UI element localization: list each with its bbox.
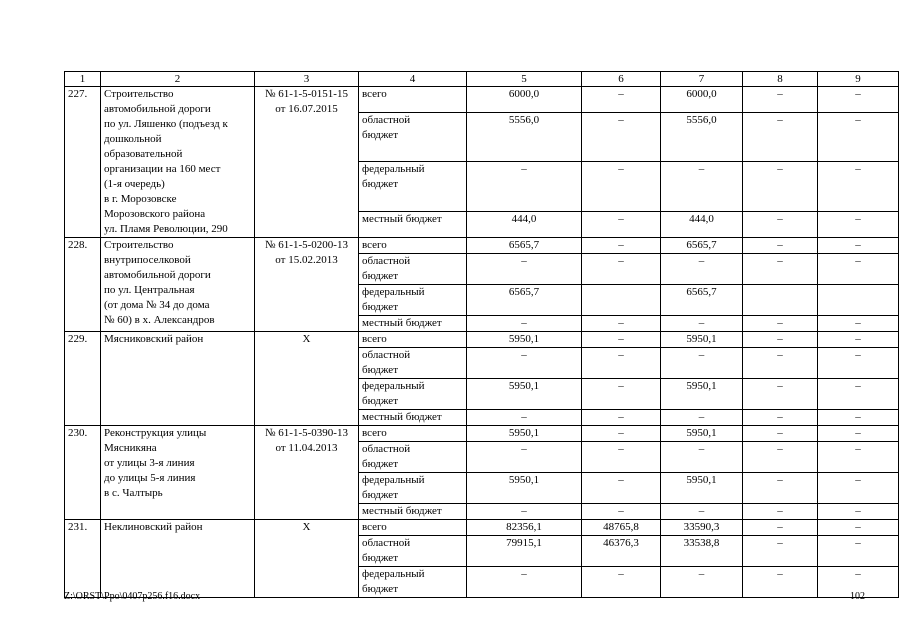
text-line: федеральный (362, 474, 425, 486)
funding-source (359, 520, 467, 536)
text-line: № 60) в х. Александров (104, 314, 215, 326)
text-line: организации на 160 мест (104, 163, 221, 175)
value-cell: – (818, 112, 899, 162)
value-cell: – (582, 348, 661, 379)
value-cell: – (582, 254, 661, 285)
text-line: от 11.04.2013 (275, 442, 338, 454)
value-cell: – (582, 426, 661, 442)
value-cell: 5950,1 (661, 426, 743, 442)
footer-page-number: 102 (850, 591, 865, 602)
value-cell: – (743, 520, 818, 536)
column-header: 5 (467, 72, 582, 87)
text-line: внутрипоселковой (104, 254, 191, 266)
value-cell: – (818, 520, 899, 536)
text-line: в с. Чалтырь (104, 487, 163, 499)
text-line: всего (362, 333, 387, 345)
value-cell: – (818, 212, 899, 238)
value-cell: 6000,0 (661, 87, 743, 113)
document-number (255, 87, 359, 238)
value-cell: – (743, 316, 818, 332)
text-line: по ул. Центральная (104, 284, 195, 296)
value-cell: – (818, 162, 899, 212)
value-cell (818, 285, 899, 316)
value-cell: 48765,8 (582, 520, 661, 536)
object-name (101, 87, 255, 238)
column-header: 4 (359, 72, 467, 87)
value-cell: 444,0 (661, 212, 743, 238)
text-line: всего (362, 427, 387, 439)
table-row (65, 332, 899, 348)
value-cell (743, 285, 818, 316)
text-line: Х (302, 333, 311, 345)
value-cell: – (743, 379, 818, 410)
value-cell: – (661, 442, 743, 473)
column-header: 1 (65, 72, 101, 87)
column-header: 9 (818, 72, 899, 87)
value-cell: – (467, 348, 582, 379)
funding-source (359, 504, 467, 520)
table-row (65, 238, 899, 254)
text-line: Строительство (104, 88, 174, 100)
value-cell: 5950,1 (661, 473, 743, 504)
value-cell: – (818, 504, 899, 520)
value-cell: – (743, 87, 818, 113)
value-cell: – (582, 473, 661, 504)
table-row (65, 87, 899, 113)
text-line: (1-я очередь) (104, 178, 165, 190)
value-cell: 33538,8 (661, 536, 743, 567)
table-row (65, 426, 899, 442)
value-cell: 46376,3 (582, 536, 661, 567)
value-cell: – (467, 504, 582, 520)
value-cell: – (818, 426, 899, 442)
value-cell: – (582, 316, 661, 332)
object-name (101, 520, 255, 598)
text-line: федеральный (362, 380, 425, 392)
text-line: бюджет (362, 395, 398, 407)
value-cell: – (467, 254, 582, 285)
value-cell: – (818, 238, 899, 254)
text-line: федеральный (362, 163, 425, 176)
value-cell: 5556,0 (661, 112, 743, 162)
value-cell: – (467, 442, 582, 473)
text-line: Строительство (104, 239, 174, 251)
value-cell: – (743, 112, 818, 162)
value-cell: – (467, 316, 582, 332)
value-cell: 6565,7 (661, 285, 743, 316)
text-line: всего (362, 521, 387, 533)
text-line: бюджет (362, 364, 398, 376)
table-row (65, 520, 899, 536)
value-cell: – (582, 238, 661, 254)
text-line: бюджет (362, 128, 398, 141)
value-cell: – (743, 348, 818, 379)
value-cell: – (467, 567, 582, 598)
text-line: бюджет (362, 301, 398, 313)
value-cell: – (818, 87, 899, 113)
value-cell: – (467, 410, 582, 426)
value-cell (582, 285, 661, 316)
footer-file-path: Z:\ORST\Ppo\0407p256.f16.docx (64, 591, 201, 602)
value-cell: – (818, 442, 899, 473)
value-cell: – (582, 162, 661, 212)
value-cell: – (743, 426, 818, 442)
value-cell: 5950,1 (467, 426, 582, 442)
text-line: всего (362, 239, 387, 251)
text-line: местный бюджет (362, 317, 442, 329)
text-line: местный бюджет (362, 213, 442, 226)
value-cell: – (818, 254, 899, 285)
text-line: бюджет (362, 458, 398, 470)
value-cell: – (661, 504, 743, 520)
value-cell: 5556,0 (467, 112, 582, 162)
text-line: всего (362, 88, 387, 100)
text-line: Х (302, 521, 311, 533)
text-line: Мясниковский район (104, 333, 204, 345)
text-line: № 61-1-5-0390-13 (265, 427, 348, 439)
value-cell: – (818, 348, 899, 379)
funding-source (359, 87, 467, 113)
value-cell: – (743, 504, 818, 520)
value-cell: – (743, 332, 818, 348)
funding-source (359, 348, 467, 379)
value-cell: 5950,1 (661, 379, 743, 410)
funding-source (359, 254, 467, 285)
text-line: в г. Морозовске (104, 193, 177, 205)
funding-source (359, 410, 467, 426)
value-cell: 444,0 (467, 212, 582, 238)
text-line: областной (362, 349, 411, 361)
text-line: Реконструкция улицы (104, 427, 207, 439)
document-number (255, 426, 359, 520)
text-line: бюджет (362, 583, 398, 595)
value-cell: – (743, 536, 818, 567)
row-number: 227. (65, 87, 101, 238)
object-name (101, 332, 255, 426)
value-cell: – (818, 410, 899, 426)
document-number (255, 332, 359, 426)
funding-source (359, 332, 467, 348)
value-cell: – (743, 238, 818, 254)
value-cell: – (661, 254, 743, 285)
value-cell: – (818, 567, 899, 598)
funding-source (359, 212, 467, 238)
funding-source (359, 567, 467, 598)
text-line: Неклиновский район (104, 521, 203, 533)
object-name (101, 426, 255, 520)
column-header: 6 (582, 72, 661, 87)
value-cell: 6000,0 (467, 87, 582, 113)
value-cell: – (743, 442, 818, 473)
value-cell: – (661, 410, 743, 426)
value-cell: – (582, 379, 661, 410)
text-line: автомобильной дороги (104, 103, 211, 115)
funding-source (359, 285, 467, 316)
value-cell: 5950,1 (467, 332, 582, 348)
value-cell: – (582, 410, 661, 426)
text-line: бюджет (362, 552, 398, 564)
text-line: дошкольной (104, 133, 162, 145)
row-number: 231. (65, 520, 101, 598)
funding-source (359, 473, 467, 504)
text-line: бюджет (362, 270, 398, 282)
value-cell: – (582, 112, 661, 162)
funding-source (359, 112, 467, 162)
header-row (65, 72, 899, 87)
value-cell: – (743, 567, 818, 598)
value-cell: – (743, 410, 818, 426)
text-line: № 61-1-5-0200-13 (265, 239, 348, 251)
value-cell: – (743, 473, 818, 504)
text-line: местный бюджет (362, 411, 442, 423)
value-cell: – (582, 504, 661, 520)
value-cell: – (582, 87, 661, 113)
value-cell: – (582, 442, 661, 473)
text-line: федеральный (362, 568, 425, 580)
funding-source (359, 536, 467, 567)
document-number (255, 520, 359, 598)
funding-source (359, 379, 467, 410)
row-number: 229. (65, 332, 101, 426)
funding-source (359, 426, 467, 442)
text-line: Мясникяна (104, 442, 157, 454)
value-cell: – (582, 332, 661, 348)
value-cell: 6565,7 (661, 238, 743, 254)
row-number: 228. (65, 238, 101, 332)
value-cell: – (743, 212, 818, 238)
value-cell: 6565,7 (467, 238, 582, 254)
row-number: 230. (65, 426, 101, 520)
text-line: ул. Пламя Революции, 290 (104, 223, 228, 235)
funding-source (359, 238, 467, 254)
value-cell: – (661, 316, 743, 332)
text-line: Морозовского района (104, 208, 206, 220)
text-line: областной (362, 255, 411, 267)
document-number (255, 238, 359, 332)
text-line: по ул. Ляшенко (подъезд к (104, 118, 228, 130)
funding-source (359, 316, 467, 332)
text-line: (от дома № 34 до дома (104, 299, 210, 311)
text-line: от 15.02.2013 (275, 254, 338, 266)
value-cell: 5950,1 (467, 379, 582, 410)
value-cell: 5950,1 (661, 332, 743, 348)
value-cell: – (661, 348, 743, 379)
value-cell: – (582, 567, 661, 598)
column-header: 8 (743, 72, 818, 87)
value-cell: – (743, 162, 818, 212)
text-line: областной (362, 537, 411, 549)
value-cell: 6565,7 (467, 285, 582, 316)
text-line: областной (362, 113, 411, 126)
budget-table (64, 71, 899, 598)
object-name (101, 238, 255, 332)
value-cell: – (661, 567, 743, 598)
funding-source (359, 442, 467, 473)
value-cell: – (743, 254, 818, 285)
text-line: бюджет (362, 178, 398, 191)
funding-source (359, 162, 467, 212)
text-line: образовательной (104, 148, 183, 160)
text-line: федеральный (362, 286, 425, 298)
value-cell: – (818, 536, 899, 567)
text-line: до улицы 5-я линия (104, 472, 196, 484)
value-cell: – (467, 162, 582, 212)
text-line: областной (362, 443, 411, 455)
value-cell: 82356,1 (467, 520, 582, 536)
value-cell: – (582, 212, 661, 238)
text-line: от 16.07.2015 (275, 103, 338, 115)
text-line: местный бюджет (362, 505, 442, 517)
value-cell: – (818, 473, 899, 504)
column-header: 3 (255, 72, 359, 87)
text-line: № 61-1-5-0151-15 (265, 88, 348, 100)
value-cell: 5950,1 (467, 473, 582, 504)
column-header: 7 (661, 72, 743, 87)
text-line: от улицы 3-я линия (104, 457, 195, 469)
value-cell: – (661, 162, 743, 212)
value-cell: 79915,1 (467, 536, 582, 567)
value-cell: – (818, 316, 899, 332)
text-line: бюджет (362, 489, 398, 501)
column-header: 2 (101, 72, 255, 87)
value-cell: – (818, 379, 899, 410)
value-cell: – (818, 332, 899, 348)
value-cell: 33590,3 (661, 520, 743, 536)
text-line: автомобильной дороги (104, 269, 211, 281)
